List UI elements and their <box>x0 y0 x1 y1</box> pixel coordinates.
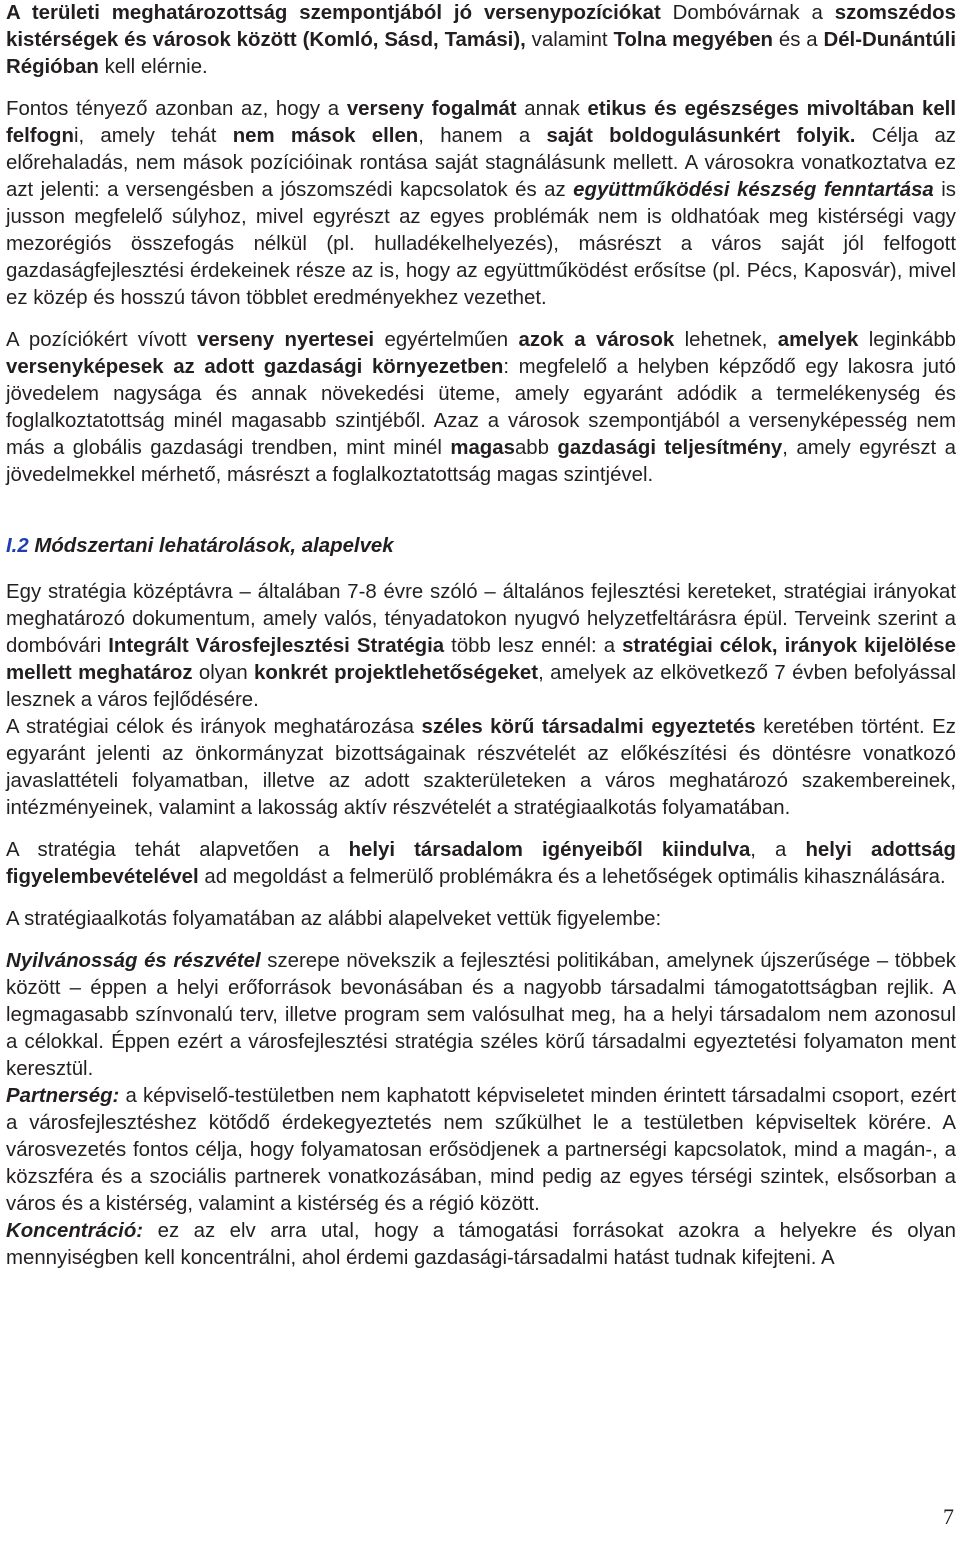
paragraph-partnership <box>6 1083 956 1218</box>
text-run: helyi társadalom igényeiből kiindulva <box>348 839 751 861</box>
text-run: , amely egyrészt a jövedelmekkel mérhető, másrészt a foglalkoztatottság magas szintjével. <box>6 437 956 486</box>
text-run: amelyek <box>777 329 859 351</box>
section-heading <box>6 533 956 560</box>
text-run: , a <box>750 839 806 861</box>
text-run: széles körű társadalmi egyeztetés <box>421 716 756 738</box>
text-run: azok a városok <box>518 329 675 351</box>
text-run: és a <box>773 29 824 51</box>
paragraph-principles-intro <box>6 906 956 933</box>
text-run: is jusson megfelelő súlyhoz, mivel egyrészt az egyes problémák nem is oldhatóak meg kistérségi vagy mezorégiós összefogás nélkül (pl. hulladékelhelyezés), másrészt a város saját jól felfogott gazdaságfejlesztési érdekeinek része az is, hogy az együttműködést erősítse (pl. Pécs, Kaposvár), mivel ez közép és hosszú távon többlet eredményekhez vezethet. <box>6 179 956 309</box>
paragraph-competition-concept <box>6 96 956 312</box>
text-run: Dél-Dunántúli Régióban <box>6 29 956 78</box>
text-run: : megfelelő a helyben képződő egy lakosra jutó jövedelem nagysága és annak növekedési üteme, amely egyaránt adódik a termelékenység és foglalkoztatottság minél magasabb szintjéből. Azaz a városok szempontjából a versenyképesség nem más a globális gazdasági trendben, mint minél <box>6 356 957 459</box>
text-run: verseny fogalmát <box>346 98 517 120</box>
text-run: A stratégia tehát alapvetően a <box>6 839 349 861</box>
text-run: konkrét projektlehetőségeket <box>254 662 539 684</box>
text-run: Fontos tényező azonban az, hogy a <box>6 98 347 120</box>
text-run: stratégiai célok, irányok kijelölése mellett meghatároz <box>6 635 956 684</box>
text-run: saját boldogulásunkért folyik. <box>546 125 856 147</box>
text-run: , hanem a <box>418 125 547 147</box>
text-run: Tolna megyében <box>613 29 774 51</box>
text-run: a képviselő-testületben nem kaphatott képviseletet minden érintett társadalmi csoport, ezért a városfejlesztéshez kötődő érdekegyeztetés nem szűkülhet le a testületben képviseltek körére. A városvezetés fontos célja, hogy folyamatosan erősödjenek a partnerségi kapcsolatok, mind a magán-, a közszféra és a szociális partnerek vonatkozásában, mind pedig az egyes térségi szintek, elsősorban a város és a kistérség, valamint a kistérség és a régió között. <box>6 1085 956 1215</box>
text-run: Integrált Városfejlesztési Stratégia <box>108 635 445 657</box>
text-run: Egy stratégia középtávra – általában 7-8 évre szóló – általános fejlesztési kereteket, stratégiai irányokat meghatározó dokumentum, amely valós, tényadatokon nyugvó helyzetfeltárásra épül. Terveink szerint a dombóvári <box>6 581 956 657</box>
text-run: Partnerség: <box>6 1085 120 1107</box>
paragraph-publicity <box>6 948 956 1083</box>
text-run: Célja az előrehaladás, nem mások pozícióinak rontása saját stagnálásunk mellett. A városokra vonatkoztatva ez azt jelenti: a versengésben a jószomszédi kapcsolatok és az <box>6 125 956 201</box>
text-run: több lesz ennél: a <box>444 635 623 657</box>
text-run: versenyképesek az adott gazdasági környezetben <box>6 356 504 378</box>
text-run: abb <box>514 437 558 459</box>
document-page <box>6 0 956 1272</box>
paragraph-local-needs <box>6 837 956 891</box>
text-run: Dombóvárnak a <box>660 2 835 24</box>
text-run: ad megoldást a felmerülő problémákra és a lehetőségek optimális kihasználására. <box>198 866 946 888</box>
text-run: , amelyek az elkövetkező 7 évben befolyással lesznek a város fejlődésére. <box>6 662 957 711</box>
text-run: olyan <box>192 662 255 684</box>
text-run: leginkább <box>858 329 957 351</box>
section-title: Módszertani lehatárolások, alapelvek <box>34 535 394 557</box>
text-run: kell elérnie. <box>98 56 208 78</box>
text-run: szerepe növekszik a fejlesztési politikában, amelynek újszerűsége – többek között – éppen a helyi erőforrások bevonásában és a nagyobb társadalmi támogatottságban rejlik. A legmagasabb színvonalú terv, illetve program sem valósulhat meg, ha a helyi társadalom nem azonosul a célokkal. Éppen ezért a városfejlesztési stratégia széles körű társadalmi egyeztetési folyamaton ment keresztül. <box>6 950 956 1080</box>
paragraph-competitive-position <box>6 0 956 81</box>
text-run: A pozíciókért vívott <box>6 329 198 351</box>
text-run: valamint <box>525 29 614 51</box>
paragraph-concentration <box>6 1218 956 1272</box>
paragraph-strategy-definition <box>6 579 956 714</box>
text-run: ez az elv arra utal, hogy a támogatási forrásokat azokra a helyekre és olyan mennyiségben kell koncentrálni, ahol érdemi gazdasági-társadalmi hatást tudnak kifejteni. A <box>6 1220 956 1269</box>
text-run: magas <box>450 437 515 459</box>
text-run: egyértelműen <box>374 329 519 351</box>
text-run: Nyilvánosság és részvétel <box>6 950 261 972</box>
text-run: szomszédos kistérségek és városok között (Komló, Sásd, Tamási), <box>6 2 956 51</box>
section-number: I.2 <box>6 535 29 557</box>
text-run: nem mások ellen <box>232 125 419 147</box>
text-run: i, amely tehát <box>73 125 233 147</box>
text-run: lehetnek, <box>674 329 778 351</box>
text-run: A stratégiaalkotás folyamatában az alábbi alapelveket vettük figyelembe: <box>6 908 662 930</box>
text-run: etikus és egészséges mivoltában kell felfogn <box>6 98 956 147</box>
text-run: verseny nyertesei <box>197 329 375 351</box>
paragraph-competition-winners <box>6 327 956 489</box>
text-run: helyi adottság figyelembevételével <box>6 839 956 888</box>
text-run: gazdasági teljesítmény <box>557 437 783 459</box>
text-run: Koncentráció: <box>6 1220 144 1242</box>
text-run: A stratégiai célok és irányok meghatározása <box>6 716 422 738</box>
page-number: 7 <box>943 1504 954 1529</box>
text-run: keretében történt. Ez egyaránt jelenti az önkormányzat bizottságainak részvételét az előkészítési és döntésre vonatkozó javaslattételi folyamatban, illetve az adott szakterületeken a város meghatározó szakembereinek, intézményeinek, valamint a lakosság aktív részvételét a stratégiaalkotás folyamatában. <box>6 716 956 819</box>
text-run: A területi meghatározottság szempontjából jó versenypozíciókat <box>6 2 661 24</box>
text-run: annak <box>516 98 588 120</box>
text-run: együttműködési készség fenntartása <box>573 179 934 201</box>
paragraph-social-consultation <box>6 714 956 822</box>
